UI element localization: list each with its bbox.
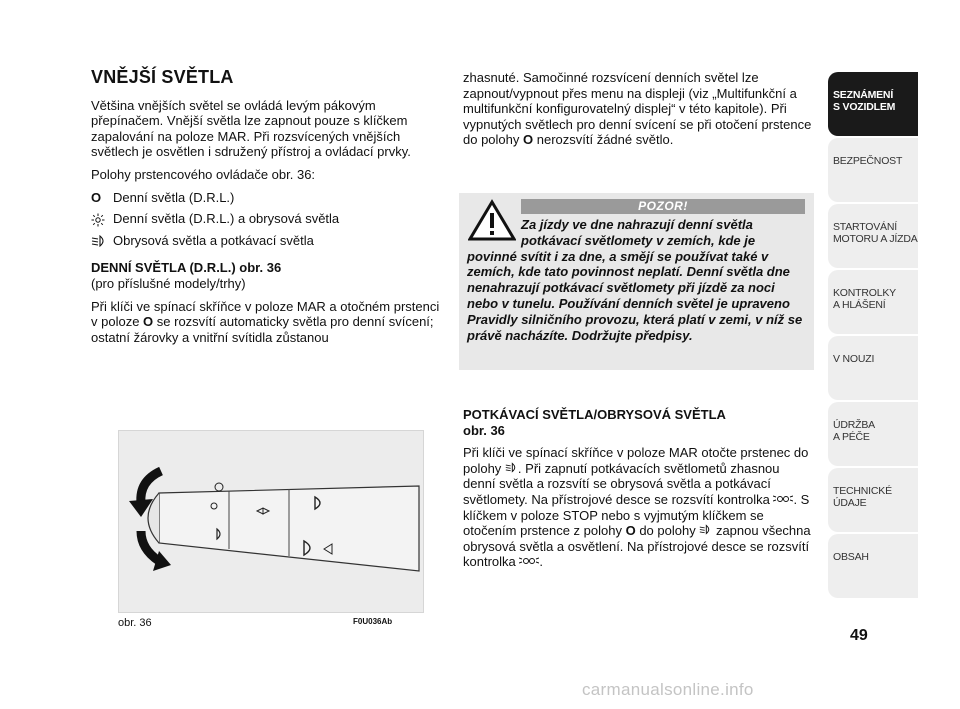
low-beam-section <box>463 407 815 577</box>
left-column <box>91 67 441 352</box>
low-beam-heading-ref: obr. 36 <box>463 422 505 438</box>
position-label: Denní světla (D.R.L.) <box>113 189 235 205</box>
warning-box <box>459 193 814 370</box>
position-lights-icon <box>773 493 793 504</box>
figure-code: F0U036Ab <box>353 617 393 626</box>
position-item-drl <box>91 190 441 206</box>
drl-heading: DENNÍ SVĚTLA (D.R.L.) obr. 36 <box>91 260 282 276</box>
tab-bezpecnost[interactable]: BEZPEČNOST <box>828 138 918 202</box>
intro-paragraph: Většina vnějších světel se ovládá levým pákovým přepínačem. Vnější světla lze zapnout pouze s klíčkem zapalování na poloze MAR. Při rozsvícených vnějších světlech je osvětlen i sdružený přístroj a ovládací prvky. <box>91 97 411 160</box>
tab-v-nouzi[interactable]: V NOUZI <box>828 336 918 400</box>
chapter-tabs <box>828 72 918 600</box>
position-label: Obrysová světla a potkávací světla <box>113 232 314 248</box>
tab-udrzba[interactable]: ÚDRŽBA A PÉČE <box>828 402 918 466</box>
watermark: carmanualsonline.info <box>582 680 754 699</box>
position-label: Denní světla (D.R.L.) a obrysová světla <box>113 211 340 227</box>
tab-kontrolky[interactable]: KONTROLKY A HLÁŠENÍ <box>828 270 918 334</box>
tab-startovani[interactable]: STARTOVÁNÍ MOTORU A JÍZDA <box>828 204 918 268</box>
low-beam-heading: POTKÁVACÍ SVĚTLA/OBRYSOVÁ SVĚTLA <box>463 407 726 422</box>
section-title: VNĚJŠÍ SVĚTLA <box>91 67 234 87</box>
page-number: 49 <box>850 627 868 644</box>
light-switch-illustration <box>119 431 423 612</box>
low-beam-icon <box>505 462 518 473</box>
position-symbol-o: O <box>91 189 102 205</box>
figure-caption: obr. 36 <box>118 617 152 629</box>
warning-text: Za jízdy ve dne nahrazují denní světla potkávací světlomety v zemích, kde je povinné svítit i za dne, a smějí se používat také v zemích, kde tato povinnost neplatí. Denní světla dne nenahrazují potkávací světlomety při jízdě za noci nebo v tunelu. Používání denních světel je upraveno Pravidly silničního provozu, která platí v zemi, v níž se právě nacházíte. Dodržujte předpisy. <box>467 217 803 343</box>
low-beam-icon <box>91 233 113 249</box>
positions-heading: Polohy prstencového ovládače obr. 36: <box>91 166 316 182</box>
position-item-drl-parking <box>91 211 441 227</box>
drl-paragraph: Při klíči ve spínací skříňce v poloze MAR a otočném prstenci v poloze O se rozsvítí automaticky světla pro denní svícení; ostatní žárovky a vnitřní svítidla zůstanou <box>91 298 440 345</box>
tab-obsah[interactable]: OBSAH <box>828 534 918 598</box>
low-beam-icon <box>699 524 712 535</box>
tab-technicke-udaje[interactable]: TECHNICKÉ ÚDAJE <box>828 468 918 532</box>
drl-subheading: (pro příslušné modely/trhy) <box>91 275 246 291</box>
figure-36 <box>118 430 424 613</box>
right-column <box>463 70 815 155</box>
low-beam-paragraph: Při klíči ve spínací skříňce v poloze MAR otočte prstenec do polohy . Při zapnutí potkávacích světlometů zhasnou denní světla a rozsvítí se obrysová světla a potkávací světlomety. Na přístrojové desce se rozsvítí kontrolka . S klíčkem v poloze STOP nebo s vyjmutým klíčkem se otočením prstence z polohy O do polohy zapnou všechna obrysová světla a osvětlení. Na přístrojové desce se rozsvítí kontrolka . <box>463 445 811 570</box>
drl-heading-block <box>91 260 441 291</box>
continuation-paragraph: zhasnuté. Samočinné rozsvícení denních světel lze zapnout/vypnout přes menu na displeji (viz „Multifunkční a multifunkční konfigurovatelný displej“ v této kapitole). Při vypnutých světlech pro denní svícení se při otočení prstence do polohy O nerozsvítí žádné světlo. <box>463 70 812 148</box>
tab-seznameni[interactable]: SEZNÁMENÍ S VOZIDLEM <box>828 72 918 136</box>
sun-icon <box>91 211 113 227</box>
position-item-low-beam <box>91 233 441 249</box>
warning-label: POZOR! <box>521 199 805 214</box>
position-lights-icon <box>519 555 539 566</box>
